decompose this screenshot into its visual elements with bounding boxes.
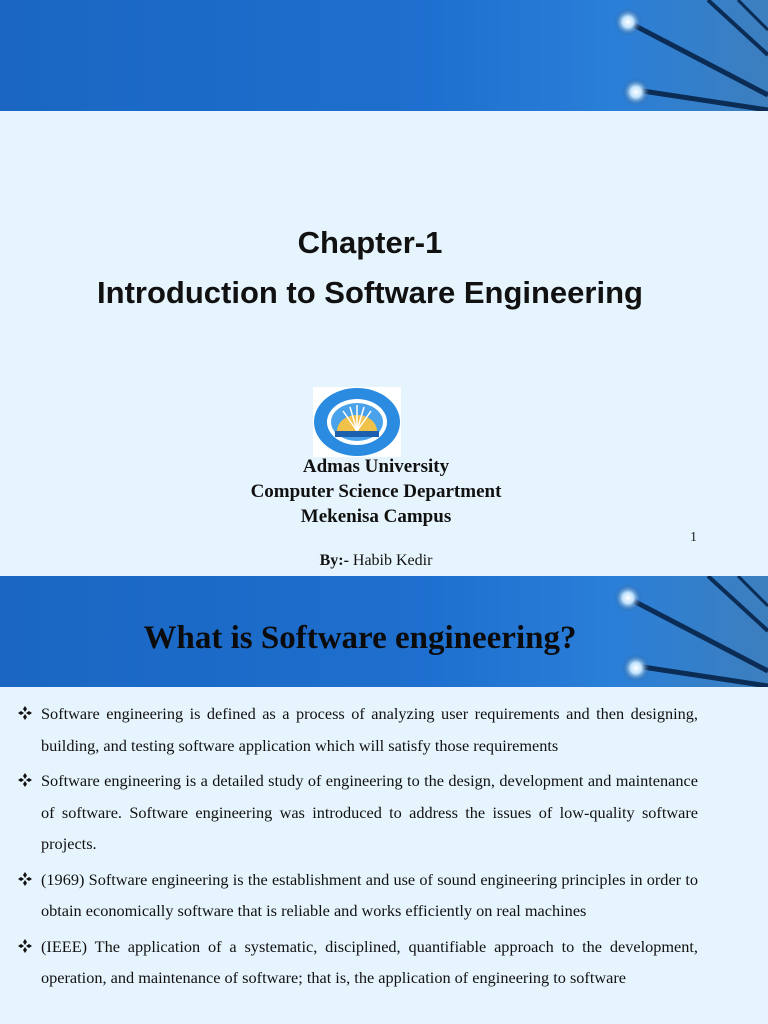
slide-heading: What is Software engineering? bbox=[143, 620, 577, 656]
bullet-text: (1969) Software engineering is the establishment and use of sound engineering principles in order to obtain economically software that is reliable and works efficiently on real machines bbox=[41, 869, 698, 920]
campus-name: Mekenisa Campus bbox=[300, 506, 452, 527]
fiber-optic-decoration-icon bbox=[608, 0, 768, 111]
by-label: By:- bbox=[319, 552, 349, 569]
list-item bbox=[18, 931, 698, 994]
diamond-bullet-icon bbox=[18, 706, 32, 720]
slide-number: 1 bbox=[690, 530, 697, 545]
slide1-header-band bbox=[0, 0, 768, 111]
diamond-bullet-icon bbox=[18, 773, 32, 787]
definition-slide bbox=[0, 687, 768, 1024]
slide2-header-band bbox=[0, 576, 768, 687]
list-item bbox=[18, 698, 698, 761]
definition-list bbox=[18, 698, 698, 998]
bullet-text: Software engineering is defined as a process of analyzing user requirements and then designing, building, and testing software application which will satisfy those requirements bbox=[41, 704, 698, 755]
author-name: Habib Kedir bbox=[352, 552, 433, 569]
university-name: Admas University bbox=[302, 456, 450, 477]
diamond-bullet-icon bbox=[18, 939, 32, 953]
chapter-title: Chapter-1 bbox=[297, 225, 443, 260]
bullet-text: (IEEE) The application of a systematic, disciplined, quantifiable approach to the development, operation, and maintenance of software; that is, the application of engineering to software bbox=[41, 936, 698, 987]
bullet-text: Software engineering is a detailed study of engineering to the design, development and maintenance of software. Software engineering was introduced to address the issues of low-quality software projects. bbox=[41, 771, 698, 853]
list-item bbox=[18, 765, 698, 860]
admas-university-logo-icon bbox=[313, 387, 401, 457]
presentation-title: Introduction to Software Engineering bbox=[97, 275, 643, 310]
list-item bbox=[18, 864, 698, 927]
title-slide bbox=[0, 111, 768, 576]
diamond-bullet-icon bbox=[18, 872, 32, 886]
author-line bbox=[0, 552, 752, 570]
department-name: Computer Science Department bbox=[250, 481, 502, 502]
